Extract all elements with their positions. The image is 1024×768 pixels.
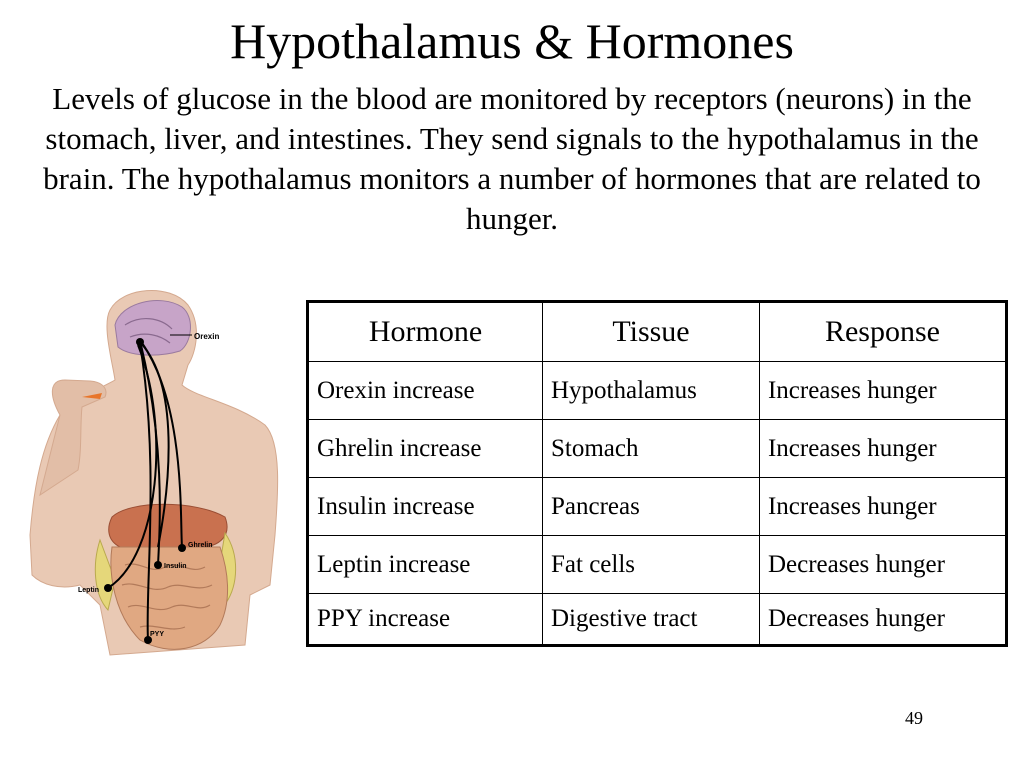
- slide-title: Hypothalamus & Hormones: [230, 13, 794, 69]
- cell-response: Increases hunger: [759, 478, 1006, 536]
- cell-hormone: Ghrelin increase: [308, 420, 543, 478]
- page-number: 49: [905, 708, 923, 728]
- cell-response: Decreases hunger: [759, 594, 1006, 646]
- table-row: [308, 594, 1007, 646]
- cell-tissue: Hypothalamus: [543, 362, 760, 420]
- digestive-system-illustration: [20, 285, 300, 665]
- cell-hormone: Orexin increase: [308, 362, 543, 420]
- column-header-tissue: Tissue: [543, 302, 760, 362]
- label-ghrelin: Ghrelin: [188, 542, 213, 549]
- table-row: [308, 536, 1007, 594]
- hormone-table: [306, 300, 1008, 647]
- cell-hormone: PPY increase: [308, 594, 543, 646]
- cell-tissue: Stomach: [543, 420, 760, 478]
- intro-paragraph: Levels of glucose in the blood are monitored by receptors (neurons) in the stomach, liver, and intestines. They send signals to the hypothalamus in the brain. The hypothalamus monitors a number of hormones that are related to hunger.: [43, 81, 981, 236]
- cell-response: Increases hunger: [759, 420, 1006, 478]
- cell-tissue: Fat cells: [543, 536, 760, 594]
- label-orexin: Orexin: [194, 332, 220, 341]
- cell-hormone: Leptin increase: [308, 536, 543, 594]
- column-header-response: Response: [759, 302, 1006, 362]
- cell-tissue: Pancreas: [543, 478, 760, 536]
- cell-response: Decreases hunger: [759, 536, 1006, 594]
- table-row: [308, 420, 1007, 478]
- label-insulin: Insulin: [164, 563, 187, 570]
- cell-tissue: Digestive tract: [543, 594, 760, 646]
- cell-response: Increases hunger: [759, 362, 1006, 420]
- table-row: [308, 478, 1007, 536]
- table-row: [308, 362, 1007, 420]
- label-leptin: Leptin: [78, 587, 99, 594]
- label-pyy: PYY: [150, 631, 165, 638]
- liver-stomach: [109, 504, 227, 547]
- cell-hormone: Insulin increase: [308, 478, 543, 536]
- table-header-row: [308, 302, 1007, 362]
- column-header-hormone: Hormone: [308, 302, 543, 362]
